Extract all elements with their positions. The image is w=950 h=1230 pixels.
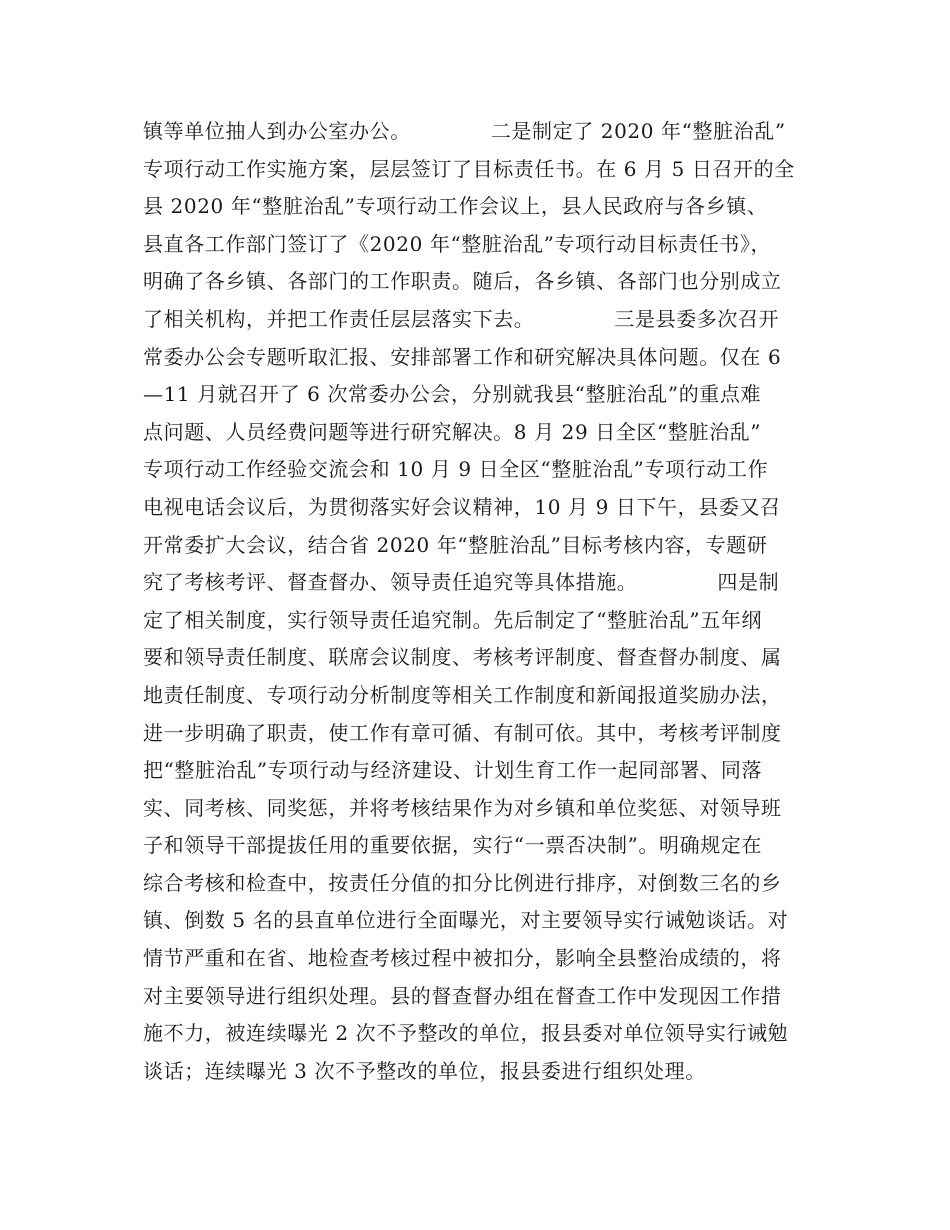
text-segment: 综合考核和检查中，按责任分值的扣分比例进行排序，对倒数三名的乡	[143, 870, 782, 895]
text-segment: —11 月就召开了 6 次常委办公会，分别就我县“整脏治乱”的重点难	[143, 382, 762, 407]
text-line	[143, 978, 823, 1016]
text-line	[143, 263, 823, 301]
text-segment: 明确了各乡镇、各部门的工作职责。随后，各乡镇、各部门也分别成立	[143, 269, 782, 294]
text-segment: 实、同考核、同奖惩，并将考核结果作为对乡镇和单位奖惩、对领导班	[143, 795, 782, 820]
text-line	[143, 790, 823, 828]
text-segment: 镇、倒数 5 名的县直单位进行全面曝光，对主要领导实行诫勉谈话。对	[143, 908, 789, 933]
text-segment: 施不力，被连续曝光 2 次不予整改的单位，报县委对单位领导实行诫勉	[143, 1021, 789, 1046]
text-segment: 四是制	[717, 570, 780, 595]
text-segment: 定了相关制度，实行领导责任追究制。先后制定了“整脏治乱”五年纲	[143, 607, 763, 632]
text-segment: 三是县委多次召开	[614, 306, 780, 331]
text-line	[143, 564, 823, 602]
text-line	[143, 376, 823, 414]
text-line	[143, 827, 823, 865]
text-line	[143, 639, 823, 677]
text-segment: 电视电话会议后，为贯彻落实好会议精神，10 月 9 日下午，县委又召	[143, 494, 781, 519]
text-segment: 谈话；连续曝光 3 次不予整改的单位，报县委进行组织处理。	[143, 1058, 706, 1083]
text-line	[143, 1053, 823, 1091]
text-segment: 对主要领导进行组织处理。县的督查督办组在督查工作中发现因工作措	[143, 983, 782, 1008]
text-segment: 情节严重和在省、地检查考核过程中被扣分，影响全县整治成绩的，将	[143, 946, 782, 971]
text-segment: 把“整脏治乱”专项行动与经济建设、计划生育工作一起同部署、同落	[143, 758, 763, 783]
text-segment: 二是制定了 2020 年“整脏治乱”	[490, 119, 786, 143]
text-line	[143, 414, 823, 452]
text-segment: 镇等单位抽人到办公室办公。	[143, 119, 411, 143]
text-segment: 开常委扩大会议，结合省 2020 年“整脏治乱”目标考核内容，专题研	[143, 532, 768, 557]
text-line	[143, 865, 823, 903]
text-line	[143, 940, 823, 978]
text-line	[143, 715, 823, 753]
text-line	[143, 489, 823, 527]
text-line	[143, 113, 823, 151]
text-segment: 专项行动工作实施方案，层层签订了目标责任书。在 6 月 5 日召开的全	[143, 156, 795, 181]
text-segment: 要和领导责任制度、联席会议制度、考核考评制度、督查督办制度、属	[143, 645, 782, 670]
text-line	[143, 602, 823, 640]
text-line	[143, 301, 823, 339]
text-segment: 究了考核考评、督查督办、领导责任追究等具体措施。	[143, 570, 638, 595]
text-segment: 进一步明确了职责，使工作有章可循、有制可依。其中，考核考评制度	[143, 720, 782, 745]
text-segment: 常委办公会专题听取汇报、安排部署工作和研究解决具体问题。仅在 6	[143, 344, 782, 369]
text-segment: 地责任制度、专项行动分析制度等相关工作制度和新闻报道奖励办法，	[143, 682, 782, 707]
body-text	[143, 113, 823, 1090]
text-line	[143, 752, 823, 790]
text-line	[143, 1015, 823, 1053]
text-line	[143, 226, 823, 264]
text-line	[143, 451, 823, 489]
text-line	[143, 677, 823, 715]
text-segment: 点问题、人员经费问题等进行研究解决。8 月 29 日全区“整脏治乱”	[143, 419, 762, 444]
text-line	[143, 527, 823, 565]
text-line	[143, 188, 823, 226]
text-segment: 专项行动工作经验交流会和 10 月 9 日全区“整脏治乱”专项行动工作	[143, 457, 769, 482]
text-line	[143, 902, 823, 940]
text-segment: 子和领导干部提拔任用的重要依据，实行“一票否决制”。明确规定在	[143, 833, 763, 858]
text-segment: 了相关机构，并把工作责任层层落实下去。	[143, 306, 535, 331]
text-line	[143, 339, 823, 377]
text-line	[143, 151, 823, 189]
text-segment: 县 2020 年“整脏治乱”专项行动工作会议上，县人民政府与各乡镇、	[143, 194, 768, 219]
text-segment: 县直各工作部门签订了《2020 年“整脏治乱”专项行动目标责任书》，	[143, 231, 772, 256]
